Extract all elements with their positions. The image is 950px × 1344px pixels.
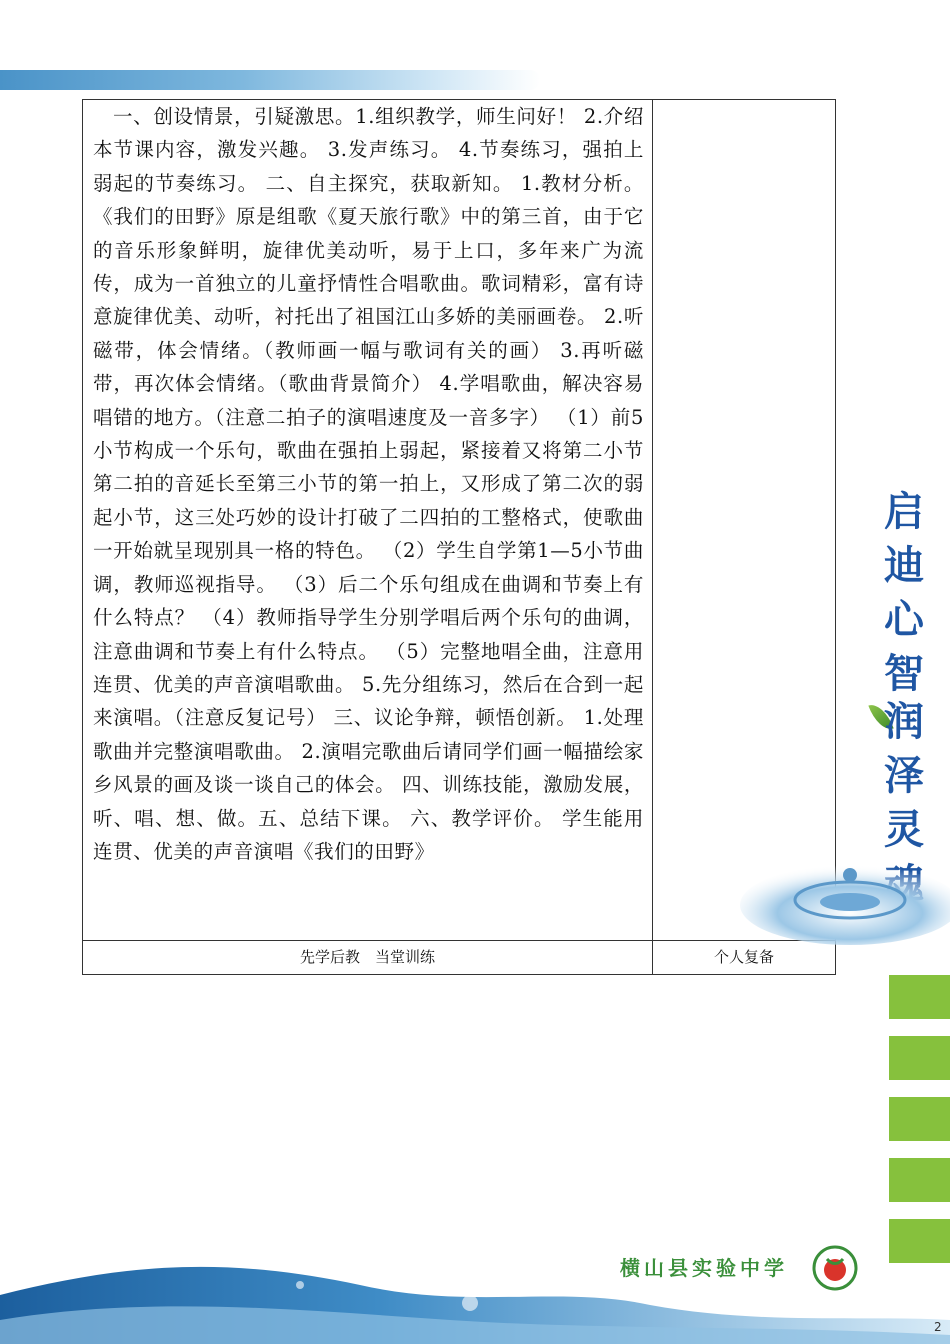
notes-cell (653, 100, 836, 941)
slogan-upper (874, 485, 934, 701)
slogan-char: 智 (884, 650, 924, 697)
water-splash-image (700, 820, 950, 960)
lesson-paragraph: 一、创设情景，引疑激思。1.组织教学，师生问好！ 2.介绍本节课内容，激发兴趣。 3.发声练习。 4.节奏练习，强拍上弱起的节奏练习。 二、自主探究，获取新知。 1.教材分析。 《我们的田野》原是组歌《夏天旅行歌》中的第三首，由于它的音乐形象鲜明，旋律优美动听，易于上口，多年来广为流传，成为一首独立的儿童抒情性合唱歌曲。歌词精彩，富有诗意旋律优美、动听，衬托出了祖国江山多娇的美丽画卷。 2.听磁带，体会情绪。（教师画一幅与歌词有关的画） 3.再听磁带，再次体会情绪。（歌曲背景简介） 4.学唱歌曲，解决容易唱错的地方。（注意二拍子的演唱速度及一音多字） （1）前5小节构成一个乐句，歌曲在强拍上弱起，紧接着又将第二小节第二拍的音延长至第三小节的第一拍上，又形成了第二次的弱起小节，这三处巧妙的设计打破了二四拍的工整格式，使歌曲一开始就呈现别具一格的特色。 （2）学生自学第1—5小节曲调，教师巡视指导。 （3）后二个乐句组成在曲调和节奏上有什么特点？ （4）教师指导学生分别学唱后两个乐句的曲调，注意曲调和节奏上有什么特点。 （5）完整地唱全曲，注意用连贯、优美的声音演唱歌曲。 5.先分组练习，然后在合到一起来演唱。（注意反复记号） 三、议论争辩，顿悟创新。 1.处理歌曲并完整演唱歌曲。 2.演唱完歌曲后请同学们画一幅描绘家乡风景的画及谈一谈自己的体会。 四、训练技能，激励发展，听、唱、想、做。五、总结下课。 六、教学评价。 学生能用连贯、优美的声音演唱《我们的田野》 (93, 105, 644, 863)
table-row (83, 100, 836, 941)
school-name: 横山县实验中学 (620, 1256, 788, 1280)
header-decor-bar (0, 70, 540, 90)
lesson-text (83, 100, 652, 940)
content-cell (83, 100, 653, 941)
footer-right-cell: 个人复备 (653, 941, 836, 975)
slogan-char: 泽 (884, 752, 924, 799)
water-wave-image (0, 1225, 950, 1344)
slogan-char: 迪 (884, 542, 924, 589)
slogan-char: 心 (884, 596, 924, 643)
slogan-char: 灵 (884, 806, 924, 853)
footer-left-cell: 先学后教 当堂训练 (83, 941, 653, 975)
page-number: 2 (934, 1320, 942, 1334)
school-logo-icon (812, 1245, 858, 1291)
slogan-char: 启 (884, 488, 924, 535)
slogan-char: 润 (884, 698, 924, 745)
